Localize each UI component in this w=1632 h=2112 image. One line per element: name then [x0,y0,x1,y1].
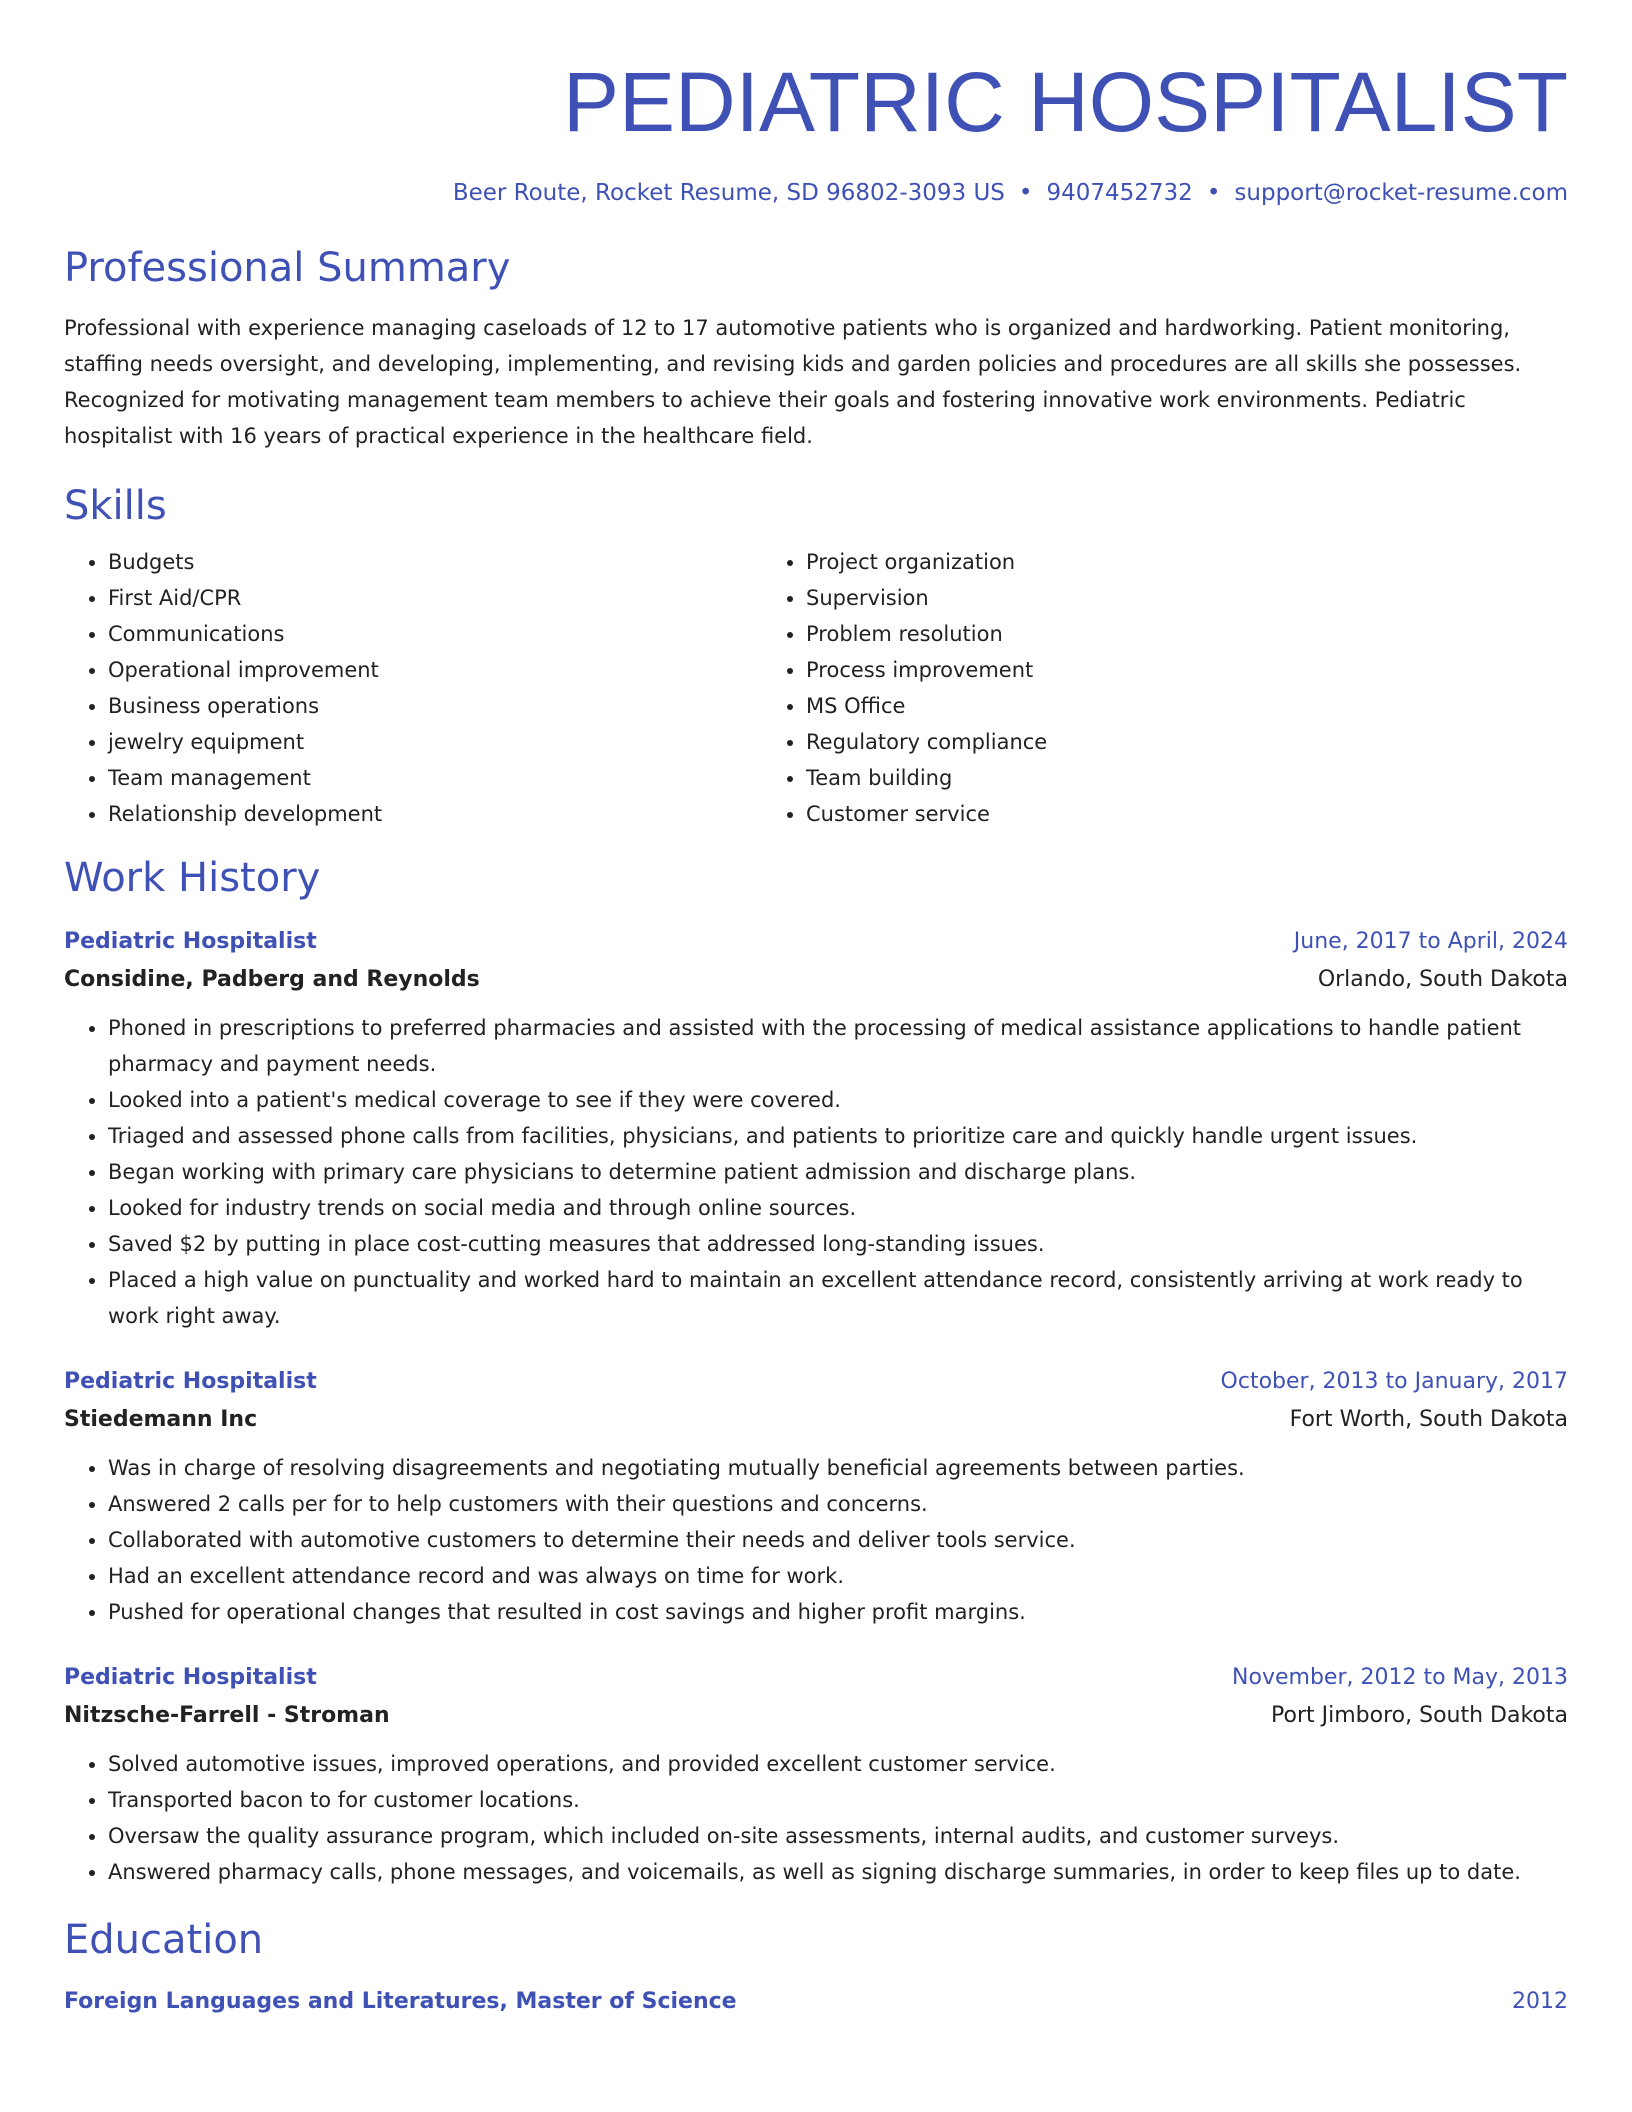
contact-address: Beer Route, Rocket Resume, SD 96802-3093 US [452,180,1005,206]
skill-item: • Supervision [806,580,1460,616]
job-bullet: • Transported bacon to for customer locations. [108,1782,1568,1818]
skill-item: • Operational improvement [108,652,762,688]
skill-item: • Budgets [108,544,762,580]
contact-separator: • [1018,180,1033,206]
skills-section [64,482,1568,832]
job-bullet: • Looked into a patient's medical coverage to see if they were covered. [108,1082,1568,1118]
education-degree: Foreign Languages and Literatures, Master of Science [64,1989,737,2014]
skill-item: • jewelry equipment [108,724,762,760]
job-bullet: • Answered 2 calls per for to help customers with their questions and concerns. [108,1486,1568,1522]
job-location: Fort Worth, South Dakota [1289,1407,1568,1432]
job-company: Nitzsche-Farrell - Stroman [64,1703,390,1728]
job-bullets [64,1746,1568,1890]
job-bullet: • Looked for industry trends on social media and through online sources. [108,1190,1568,1226]
skill-item: • Business operations [108,688,762,724]
candidate-name: PEDIATRIC HOSPITALIST [562,55,1568,149]
job-bullet: • Began working with primary care physicians to determine patient admission and discharge plans. [108,1154,1568,1190]
skill-item: • First Aid/CPR [108,580,762,616]
skills-heading: Skills [64,483,167,529]
skill-item: • Regulatory compliance [806,724,1460,760]
skill-item: • Team management [108,760,762,796]
job-company: Stiedemann Inc [64,1407,258,1432]
job-title: Pediatric Hospitalist [64,1665,317,1690]
job-location: Orlando, South Dakota [1317,967,1568,992]
job-dates: November, 2012 to May, 2013 [1232,1665,1568,1690]
skill-item: • Process improvement [806,652,1460,688]
contact-email: support@rocket-resume.com [1234,180,1568,206]
job-bullet: • Was in charge of resolving disagreements and negotiating mutually beneficial agreements between parties. [108,1450,1568,1486]
job-title-row [64,924,1568,960]
job-bullet: • Phoned in prescriptions to preferred pharmacies and assisted with the processing of medical assistance applications to handle patient pharmacy and payment needs. [108,1010,1568,1082]
job-title: Pediatric Hospitalist [64,929,317,954]
job-bullets [64,1450,1568,1630]
job-company: Considine, Padberg and Reynolds [64,967,480,992]
job-dates: October, 2013 to January, 2017 [1220,1369,1568,1394]
contact-line [64,178,1568,208]
skills-left-list [64,544,762,832]
skill-item: • Relationship development [108,796,762,832]
job-title-row [64,1364,1568,1400]
skill-item: • MS Office [806,688,1460,724]
job-bullets [64,1010,1568,1334]
skills-right-list [762,544,1460,832]
education-row [64,1984,1568,2020]
resume-page [64,0,1568,2112]
work-history-section [64,854,1568,1890]
resume-header [64,0,1568,208]
job-title: Pediatric Hospitalist [64,1369,317,1394]
skill-item: • Customer service [806,796,1460,832]
job-entry [64,1660,1568,1890]
job-dates: June, 2017 to April, 2024 [1293,929,1568,954]
work-history-heading: Work History [64,855,321,901]
job-location: Port Jimboro, South Dakota [1271,1703,1568,1728]
contact-separator: • [1206,180,1221,206]
summary-heading: Professional Summary [64,245,511,291]
job-bullet: • Had an excellent attendance record and was always on time for work. [108,1558,1568,1594]
job-bullet: • Solved automotive issues, improved operations, and provided excellent customer service. [108,1746,1568,1782]
job-company-row [64,1400,1568,1440]
skill-item: • Team building [806,760,1460,796]
job-bullet: • Collaborated with automotive customers to determine their needs and deliver tools service. [108,1522,1568,1558]
summary-text: Professional with experience managing caseloads of 12 to 17 automotive patients who is organized and hardworking. Patient monitoring, staffing needs oversight, and developing, implementing, and revising kids and garden policies and procedures are all skills she possesses. Recognized for motivating management team members to achieve their goals and fostering innovative work environments. Pediatric hospitalist with 16 years of practical experience in the healthcare field. [64,316,1522,448]
job-bullet: • Answered pharmacy calls, phone messages, and voicemails, as well as signing discharge summaries, in order to keep files up to date. [108,1854,1568,1890]
job-title-row [64,1660,1568,1696]
job-bullet: • Triaged and assessed phone calls from facilities, physicians, and patients to prioritize care and quickly handle urgent issues. [108,1118,1568,1154]
job-company-row [64,960,1568,1000]
contact-phone: 9407452732 [1046,180,1193,206]
skills-columns [64,544,1568,832]
job-entry [64,924,1568,1334]
job-entry [64,1364,1568,1630]
job-bullet: • Placed a high value on punctuality and worked hard to maintain an excellent attendance record, consistently arriving at work ready to work right away. [108,1262,1568,1334]
job-bullet: • Oversaw the quality assurance program, which included on-site assessments, internal audits, and customer surveys. [108,1818,1568,1854]
education-entry [64,1984,1568,2020]
skill-item: • Problem resolution [806,616,1460,652]
education-year: 2012 [1512,1989,1568,2014]
skill-item: • Communications [108,616,762,652]
education-heading: Education [64,1917,264,1963]
job-bullet: • Pushed for operational changes that resulted in cost savings and higher profit margins. [108,1594,1568,1630]
summary-section [64,244,1568,454]
job-bullet: • Saved $2 by putting in place cost-cutting measures that addressed long-standing issues. [108,1226,1568,1262]
job-company-row [64,1696,1568,1736]
skill-item: • Project organization [806,544,1460,580]
education-section [64,1916,1568,2020]
